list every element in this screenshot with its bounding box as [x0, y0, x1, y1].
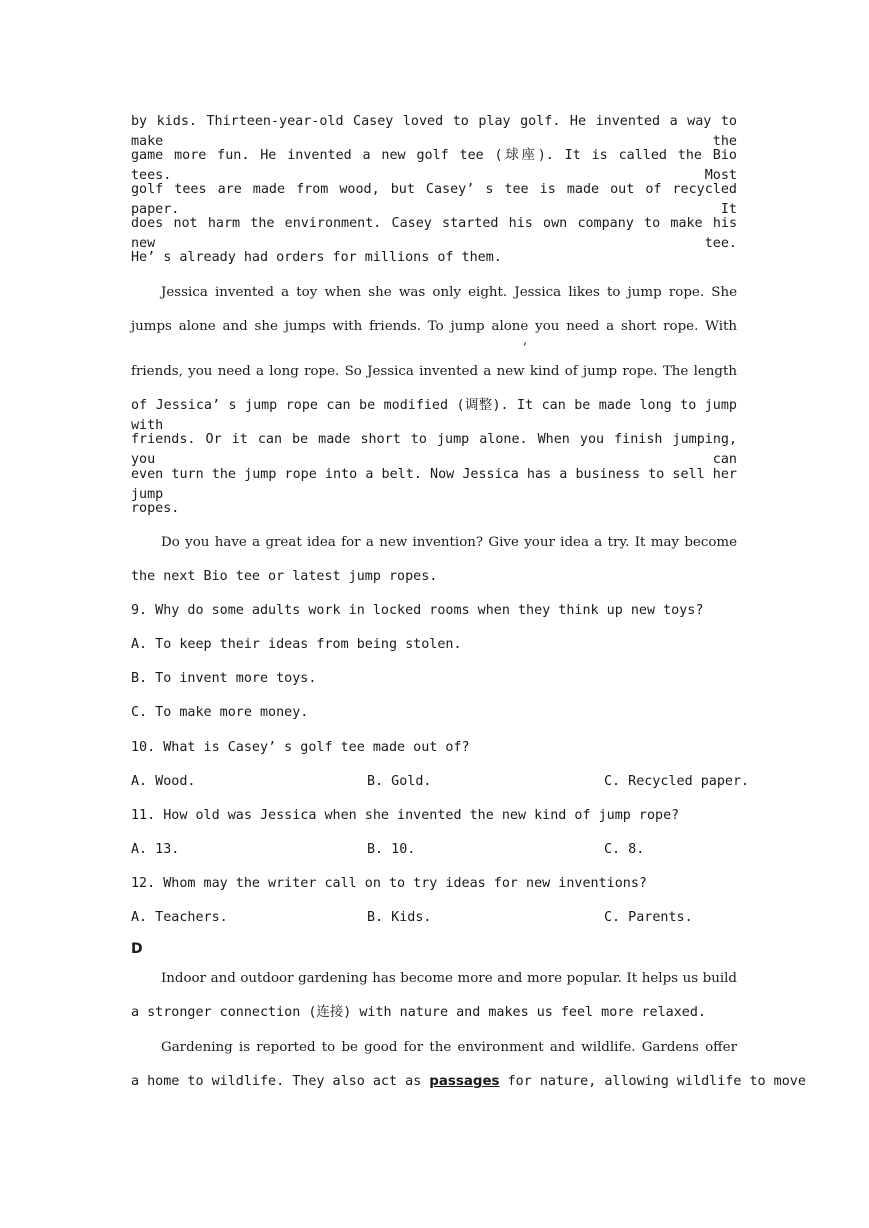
passage-d-p2-line-1: Gardening is reported to be good for the environment and wildlife. Gardens offer — [161, 1040, 737, 1055]
question-9-stem: 9. Why do some adults work in locked rooms when they think up new toys? — [131, 603, 704, 618]
passage-c-p1-line-3: golf tees are made from wood, but Casey’ s tee is made out of recycled paper. It — [131, 182, 737, 217]
passage-d-p2-line-2 — [131, 1072, 806, 1092]
passage-c-p3-line-2: the next Bio tee or latest jump ropes. — [131, 569, 438, 584]
question-9-option-c: C. To make more money. — [131, 705, 309, 720]
passage-c-p2-line-7: ropes. — [131, 501, 180, 516]
passage-c-p1-line-2: game more fun. He invented a new golf tee (球座). It is called the Bio tees. Most — [131, 148, 737, 183]
passage-d-p1-line-2: a stronger connection (连接) with nature and makes us feel more relaxed. — [131, 1005, 706, 1020]
passage-d-p2-line-2-before: a home to wildlife. They also act as — [131, 1074, 430, 1089]
passage-c-p1-line-4: does not harm the environment. Casey started his own company to make his new tee. — [131, 216, 737, 251]
passage-d-heading: D — [131, 941, 143, 957]
passage-c-p1-line-5: He’ s already had orders for millions of them. — [131, 250, 502, 265]
question-12-option-b: B. Kids. — [367, 910, 432, 925]
question-12-stem: 12. Whom may the writer call on to try ideas for new inventions? — [131, 876, 647, 891]
passage-c-p2-line-6: even turn the jump rope into a belt. Now Jessica has a business to sell her jump — [131, 467, 737, 502]
question-9-option-b: B. To invent more toys. — [131, 671, 317, 686]
passage-d-p1-line-1: Indoor and outdoor gardening has become more and more popular. It helps us build — [161, 971, 737, 986]
question-10-option-c: C. Recycled paper. — [604, 774, 750, 789]
question-10-option-a: A. Wood. — [131, 774, 196, 789]
passage-c-p2-stray-comma: , — [523, 333, 528, 348]
question-10-option-b: B. Gold. — [367, 774, 432, 789]
question-12-option-c: C. Parents. — [604, 910, 693, 925]
passage-c-p2-line-2: jumps alone and she jumps with friends. To jump alone you need a short rope. With — [131, 319, 737, 334]
question-11-stem: 11. How old was Jessica when she invented the new kind of jump rope? — [131, 808, 680, 823]
question-12-option-a: A. Teachers. — [131, 910, 228, 925]
underlined-word-passages: passages — [429, 1074, 500, 1089]
passage-c-p2-line-1: Jessica invented a toy when she was only eight. Jessica likes to jump rope. She — [161, 285, 737, 300]
passage-c-p3-line-1: Do you have a great idea for a new invention? Give your idea a try. It may become — [161, 535, 737, 550]
passage-c-p1-line-1: by kids. Thirteen-year-old Casey loved to play golf. He invented a way to make the — [131, 114, 737, 149]
question-11-option-a: A. 13. — [131, 842, 180, 857]
question-10-stem: 10. What is Casey’ s golf tee made out of? — [131, 740, 470, 755]
passage-c-p2-line-3: friends, you need a long rope. So Jessica invented a new kind of jump rope. The length — [131, 364, 737, 379]
question-11-option-b: B. 10. — [367, 842, 416, 857]
passage-c-p2-line-4: of Jessica’ s jump rope can be modified (调整). It can be made long to jump with — [131, 398, 737, 433]
question-9-option-a: A. To keep their ideas from being stolen. — [131, 637, 462, 652]
question-11-option-c: C. 8. — [604, 842, 645, 857]
passage-c-p2-line-5: friends. Or it can be made short to jump alone. When you finish jumping, you can — [131, 432, 737, 467]
passage-d-p2-line-2-after: for nature, allowing wildlife to move — [499, 1074, 806, 1089]
